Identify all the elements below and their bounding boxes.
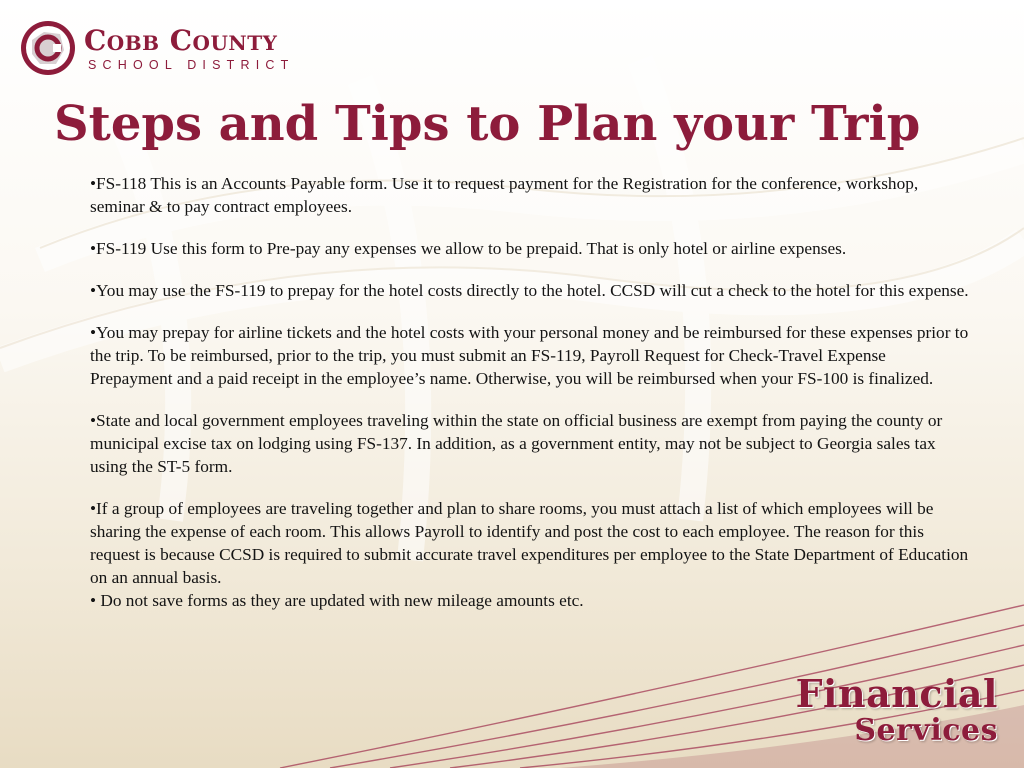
district-logo bbox=[20, 20, 320, 80]
badge-line-financial: Financial bbox=[795, 671, 998, 716]
page-title: Steps and Tips to Plan your Trip bbox=[54, 96, 921, 152]
district-name: Cobb County bbox=[84, 24, 278, 57]
list-item: •You may prepay for airline tickets and the hotel costs with your personal money and be reimbursed for these expenses prior to the trip. To be reimbursed, prior to the trip, you must submit an FS-119, Payroll Request for Check-Travel Expense Prepayment and a paid receipt in the employee’s name. Otherwise, you will be reimbursed when your FS-100 is finalized. bbox=[90, 323, 969, 388]
cobb-county-seal-icon bbox=[20, 20, 76, 76]
tips-list bbox=[90, 172, 970, 612]
list-item: •State and local government employees traveling within the state on official business are exempt from paying the county or municipal excise tax on lodging using FS-137. In addition, as a government entity, may not be subject to Georgia sales tax using the ST-5 form. bbox=[90, 411, 943, 476]
financial-services-badge bbox=[795, 671, 998, 748]
list-item: •FS-118 This is an Accounts Payable form. Use it to request payment for the Registration for the conference, workshop, seminar & to pay contract employees. bbox=[90, 174, 919, 216]
district-subtitle: SCHOOL DISTRICT bbox=[88, 58, 295, 72]
list-spacer bbox=[90, 478, 970, 497]
badge-line-services: Services bbox=[854, 713, 998, 748]
list-item: •FS-119 Use this form to Pre-pay any expenses we allow to be prepaid. That is only hotel or airline expenses. bbox=[90, 239, 847, 258]
list-item: •If a group of employees are traveling together and plan to share rooms, you must attach a list of which employees will be sharing the expense of each room. This allows Payroll to identify and post the cost to each employee. The reason for this request is because CCSD is required to submit accurate travel expenditures per employee to the State Department of Education on an annual basis. bbox=[90, 499, 969, 587]
list-item: •You may use the FS-119 to prepay for the hotel costs directly to the hotel. CCSD will cut a check to the hotel for this expense. bbox=[90, 281, 969, 300]
list-item: • Do not save forms as they are updated with new mileage amounts etc. bbox=[90, 591, 584, 610]
